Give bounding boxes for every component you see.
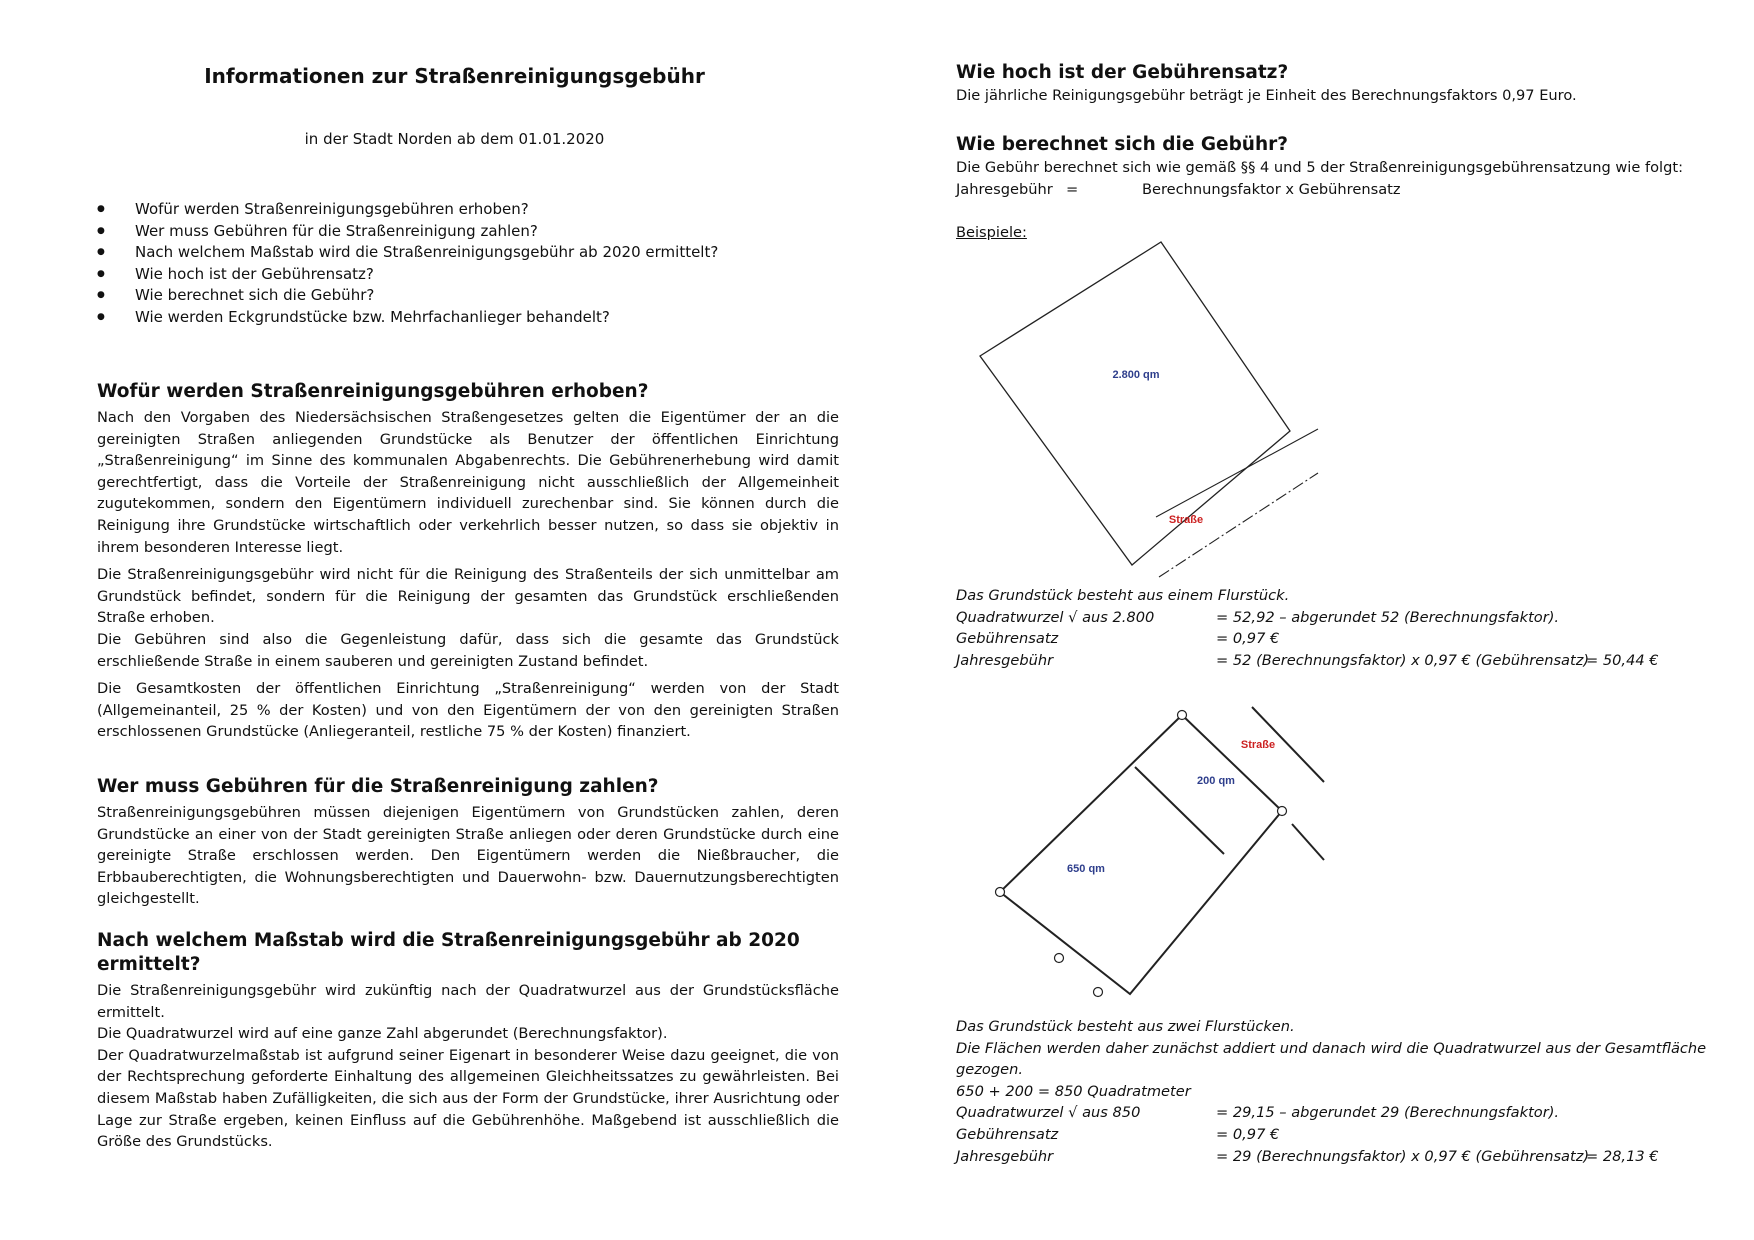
paragraph: Der Quadratwurzelmaßstab ist aufgrund seiner Eigenart in besonderer Weise dazu geeignet, die von der Rechtsprechung geforderte Einhaltung des allgemeinen Gleichheitssatzes zu gewährleisten. Bei diesem Maßstab haben Zufälligkeiten, die sich aus der Form der Grundstücke, ihrer Ausrichtung oder Lage zur Straße ergeben, keinen Einfluss auf die Gebührenhöhe. Maßgebend ist ausschließlich die Größe des Grundstücks.: [97, 1046, 839, 1151]
section-heading: Wie hoch ist der Gebührensatz?: [956, 62, 1289, 83]
example-intro: Die Flächen werden daher zunächst addiert und danach wird die Quadratwurzel aus der Gesamtfläche gezogen.: [956, 1039, 1707, 1079]
toc-item: ● Nach welchem Maßstab wird die Straßenreinigungsgebühr ab 2020 ermittelt?: [97, 242, 718, 264]
calc-value: = 0,97 €: [1216, 1125, 1280, 1143]
calc-row: [956, 607, 1716, 629]
calc-row: [956, 1146, 1716, 1168]
area-label: 2.800 qm: [1112, 369, 1160, 381]
plot-diagram-double: [956, 700, 1336, 1010]
section-heading: Wie berechnet sich die Gebühr?: [956, 134, 1289, 155]
boundary-marker: [996, 888, 1005, 897]
page-title: Informationen zur Straßenreinigungsgebühr: [204, 64, 705, 88]
calc-label: Gebührensatz: [956, 630, 1059, 648]
formula-left: Jahresgebühr: [956, 180, 1053, 198]
calc-value: = 29 (Berechnungsfaktor) x 0,97 € (Gebührensatz): [1216, 1147, 1590, 1165]
toc-item: ● Wie berechnet sich die Gebühr?: [97, 285, 718, 307]
street-line: [1292, 824, 1324, 860]
area-label: 200 qm: [1197, 775, 1235, 787]
area-label: 650 qm: [1067, 863, 1105, 875]
calc-label: Gebührensatz: [956, 1125, 1059, 1143]
calc-label: Quadratwurzel √ aus 850: [956, 1104, 1141, 1122]
calc-row: [956, 1102, 1716, 1124]
section-heading: Wer muss Gebühren für die Straßenreinigung zahlen?: [97, 776, 659, 797]
paragraph: Die Gebühr berechnet sich wie gemäß §§ 4 und 5 der Straßenreinigungsgebührensatzung wie folgt:: [956, 159, 1684, 176]
section-massstab: [97, 929, 839, 1153]
boundary-marker: [1055, 954, 1064, 963]
calc-value: = 52 (Berechnungsfaktor) x 0,97 € (Gebührensatz): [1216, 651, 1590, 669]
section-wofuer: [97, 380, 839, 743]
examples-label: Beispiele:: [956, 223, 1027, 241]
paragraph: Die Straßenreinigungsgebühr wird zukünftig nach der Quadratwurzel aus der Grundstücksfläche ermittelt.: [97, 982, 839, 1021]
calc-label: Quadratwurzel √ aus 2.800: [956, 608, 1155, 626]
example2-text: [956, 1016, 1716, 1167]
calc-value: = 0,97 €: [1216, 630, 1280, 648]
calc-label: Jahresgebühr: [956, 1147, 1054, 1165]
street-label: Straße: [1168, 514, 1204, 526]
plot-outline: [1000, 715, 1282, 994]
page-subtitle: in der Stadt Norden ab dem 01.01.2020: [304, 130, 605, 148]
calc-row: [956, 628, 1716, 650]
paragraph: Die jährliche Reinigungsgebühr beträgt je Einheit des Berechnungsfaktors 0,97 Euro.: [956, 87, 1577, 104]
table-of-contents: [97, 199, 718, 329]
calc-result: = 50,44 €: [1586, 651, 1659, 669]
section-heading: Nach welchem Maßstab wird die Straßenreinigungsgebühr ab 2020 ermittelt?: [97, 930, 800, 975]
example-intro: Das Grundstück besteht aus zwei Flurstücken.: [956, 1018, 1295, 1035]
example-intro: Das Grundstück besteht aus einem Flurstück.: [956, 587, 1290, 604]
section-wer: [97, 775, 839, 910]
paragraph: Die Quadratwurzel wird auf eine ganze Zahl abgerundet (Berechnungsfaktor).: [97, 1025, 668, 1043]
paragraph: Die Gesamtkosten der öffentlichen Einrichtung „Straßenreinigung“ werden von der Stadt (Allgemeinanteil, 25 % der Kosten) und von den Eigentümern der von den gereinigten Straßen erschlossenen Grundstücke (Anliegeranteil, restliche 75 % der Kosten) finanziert.: [97, 680, 839, 741]
calc-result: = 28,13 €: [1586, 1147, 1659, 1165]
paragraph: Nach den Vorgaben des Niedersächsischen Straßengesetzes gelten die Eigentümer der an die gereinigten Straßen anliegenden Grundstücke als Benutzer der öffentlichen Einrichtung „Straßenreinigung“ im Sinne des kommunalen Abgabenrechts. Die Gebührenerhebung wird damit gerechtfertigt, dass die Vorteile der Straßenreinigung nicht ausschließlich der Allgemeinheit zugutekommen, sondern den Eigentümern individuell zurechenbar sind. Sie können durch die Reinigung ihre Grundstücke wirtschaftlich oder verkehrlich besser nutzen, so dass sie objektiv in ihrem besonderen Interesse liegt.: [97, 409, 839, 556]
paragraph: Straßenreinigungsgebühren müssen diejenigen Eigentümern von Grundstücken zahlen, deren Grundstücke an einer von der Stadt gereinigten Straße anliegen oder deren Grundstücke durch eine gereinigte Straße erschlossen werden. Den Eigentümern werden die Nießbraucher, die Erbbauberechtigten, die Wohnungsberechtigten und Dauerwohn- bzw. Dauernutzungsberechtigten gleichgestellt.: [97, 804, 839, 908]
toc-item: ● Wofür werden Straßenreinigungsgebühren erhoben?: [97, 199, 718, 221]
section-satz: [956, 61, 1716, 107]
plot-diagram-single: [956, 235, 1336, 585]
toc-item: ● Wer muss Gebühren für die Straßenreinigung zahlen?: [97, 221, 718, 243]
calc-row: [956, 1124, 1716, 1146]
calc-row: [956, 650, 1716, 672]
toc-item: ● Wie hoch ist der Gebührensatz?: [97, 264, 718, 286]
paragraph: Die Gebühren sind also die Gegenleistung dafür, dass sich die gesamte das Grundstück erschließende Straße in einem sauberen und gereinigten Zustand befindet.: [97, 630, 839, 670]
calc-value: = 52,92 – abgerundet 52 (Berechnungsfaktor).: [1216, 608, 1560, 626]
calc-label: Jahresgebühr: [956, 651, 1054, 669]
plot-outline: [980, 242, 1290, 565]
formula-equals: =: [1066, 180, 1079, 198]
street-line: [1156, 429, 1318, 517]
section-heading: Wofür werden Straßenreinigungsgebühren erhoben?: [97, 381, 649, 402]
calc-value: = 29,15 – abgerundet 29 (Berechnungsfaktor).: [1216, 1104, 1560, 1122]
boundary-marker: [1094, 988, 1103, 997]
boundary-marker: [1178, 711, 1187, 720]
street-label: Straße: [1240, 739, 1276, 751]
section-berechnung: [956, 133, 1716, 243]
boundary-marker: [1278, 807, 1287, 816]
formula-row: [956, 179, 1716, 201]
toc-item: ● Wie werden Eckgrundstücke bzw. Mehrfachanlieger behandelt?: [97, 307, 718, 329]
example-intro: 650 + 200 = 850 Quadratmeter: [956, 1082, 1191, 1100]
example1-text: [956, 585, 1716, 671]
paragraph: Die Straßenreinigungsgebühr wird nicht für die Reinigung des Straßenteils der sich unmittelbar am Grundstück befindet, sondern für die Reinigung der gesamten das Grundstück erschließenden Straße erhoben.: [97, 566, 839, 627]
formula-right: Berechnungsfaktor x Gebührensatz: [1142, 180, 1401, 198]
